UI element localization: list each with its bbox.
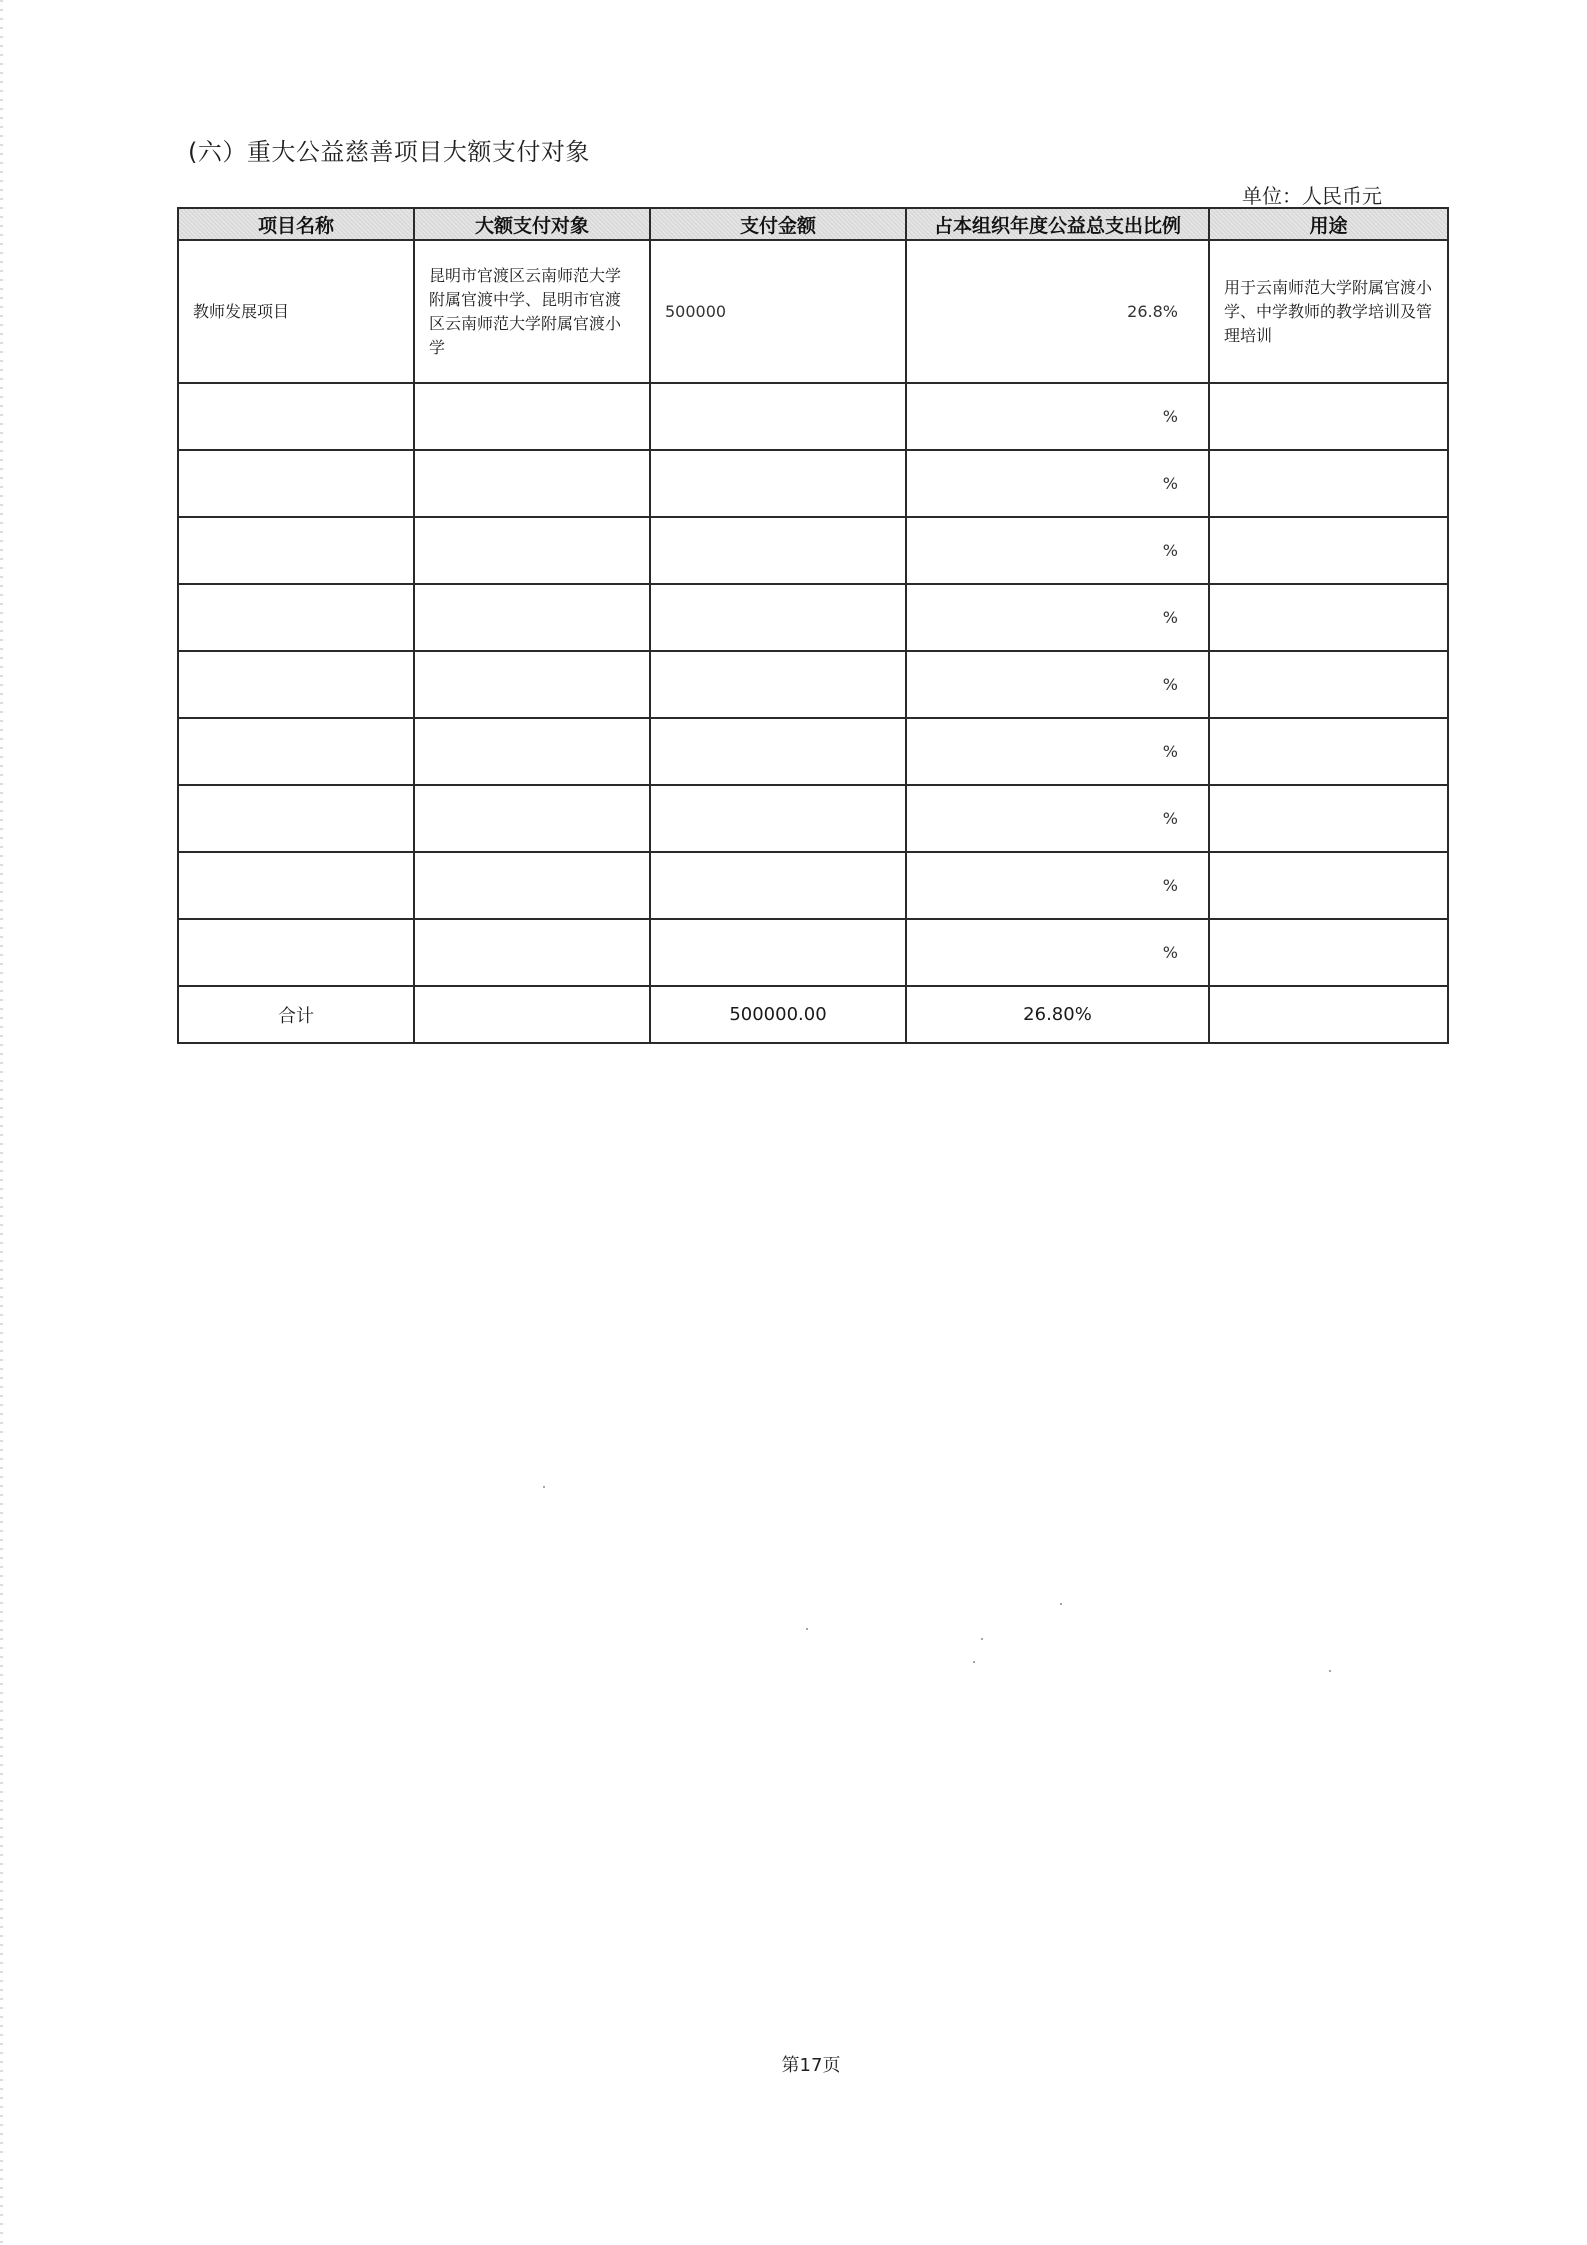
table-header-row: [178, 208, 1448, 240]
table-row: [178, 517, 1448, 584]
cell-ratio: %: [906, 651, 1209, 718]
cell-ratio: %: [906, 785, 1209, 852]
cell-use: [1209, 584, 1448, 651]
payment-table: [177, 207, 1449, 1044]
cell-use: [1209, 517, 1448, 584]
scan-speck: [1060, 1603, 1062, 1605]
cell-use: 用于云南师范大学附属官渡小学、中学教师的教学培训及管理培训: [1209, 240, 1448, 383]
cell-payee: [414, 852, 650, 919]
cell-project-name: [178, 718, 414, 785]
cell-use: [1209, 919, 1448, 986]
scan-speck: [973, 1661, 975, 1663]
total-payee: [414, 986, 650, 1043]
scan-speck: [981, 1638, 983, 1640]
scan-speck: [543, 1486, 545, 1488]
cell-amount: [650, 852, 906, 919]
cell-amount: [650, 517, 906, 584]
cell-project-name: 教师发展项目: [178, 240, 414, 383]
scan-speck: [806, 1628, 808, 1630]
table-row: [178, 584, 1448, 651]
cell-project-name: [178, 383, 414, 450]
header-project-name: 项目名称: [178, 208, 414, 240]
header-amount: 支付金额: [650, 208, 906, 240]
total-ratio: 26.80%: [906, 986, 1209, 1043]
page-number: 第17页: [781, 2055, 841, 2076]
cell-ratio: %: [906, 919, 1209, 986]
cell-project-name: [178, 651, 414, 718]
table-row: [178, 718, 1448, 785]
cell-ratio: %: [906, 517, 1209, 584]
cell-amount: [650, 718, 906, 785]
cell-use: [1209, 450, 1448, 517]
table-row: [178, 919, 1448, 986]
cell-project-name: [178, 785, 414, 852]
cell-use: [1209, 651, 1448, 718]
table-row: [178, 450, 1448, 517]
cell-ratio: 26.8%: [906, 240, 1209, 383]
table-row: [178, 240, 1448, 383]
cell-amount: [650, 785, 906, 852]
header-ratio: 占本组织年度公益总支出比例: [906, 208, 1209, 240]
table-row: [178, 852, 1448, 919]
cell-project-name: [178, 584, 414, 651]
cell-ratio: %: [906, 450, 1209, 517]
scan-edge: [0, 0, 3, 2245]
table-total-row: [178, 986, 1448, 1043]
cell-ratio: %: [906, 383, 1209, 450]
section-title: (六）重大公益慈善项目大额支付对象: [188, 138, 590, 166]
cell-payee: [414, 785, 650, 852]
cell-ratio: %: [906, 584, 1209, 651]
cell-ratio: %: [906, 852, 1209, 919]
cell-amount: 500000: [650, 240, 906, 383]
scan-speck: [1329, 1670, 1331, 1672]
total-use: [1209, 986, 1448, 1043]
total-label: 合计: [178, 986, 414, 1043]
unit-label: 单位：人民币元: [1242, 184, 1382, 208]
table-row: [178, 785, 1448, 852]
cell-use: [1209, 852, 1448, 919]
table-row: [178, 651, 1448, 718]
header-use: 用途: [1209, 208, 1448, 240]
cell-payee: [414, 517, 650, 584]
cell-payee: [414, 584, 650, 651]
cell-project-name: [178, 852, 414, 919]
cell-amount: [650, 383, 906, 450]
cell-project-name: [178, 919, 414, 986]
cell-amount: [650, 919, 906, 986]
cell-use: [1209, 383, 1448, 450]
cell-ratio: %: [906, 718, 1209, 785]
total-amount: 500000.00: [650, 986, 906, 1043]
cell-payee: [414, 651, 650, 718]
cell-use: [1209, 785, 1448, 852]
cell-project-name: [178, 450, 414, 517]
cell-project-name: [178, 517, 414, 584]
cell-amount: [650, 651, 906, 718]
cell-payee: [414, 450, 650, 517]
cell-use: [1209, 718, 1448, 785]
header-payee: 大额支付对象: [414, 208, 650, 240]
cell-payee: [414, 718, 650, 785]
cell-payee: 昆明市官渡区云南师范大学附属官渡中学、昆明市官渡区云南师范大学附属官渡小学: [414, 240, 650, 383]
cell-amount: [650, 584, 906, 651]
cell-payee: [414, 383, 650, 450]
cell-payee: [414, 919, 650, 986]
table-row: [178, 383, 1448, 450]
cell-amount: [650, 450, 906, 517]
